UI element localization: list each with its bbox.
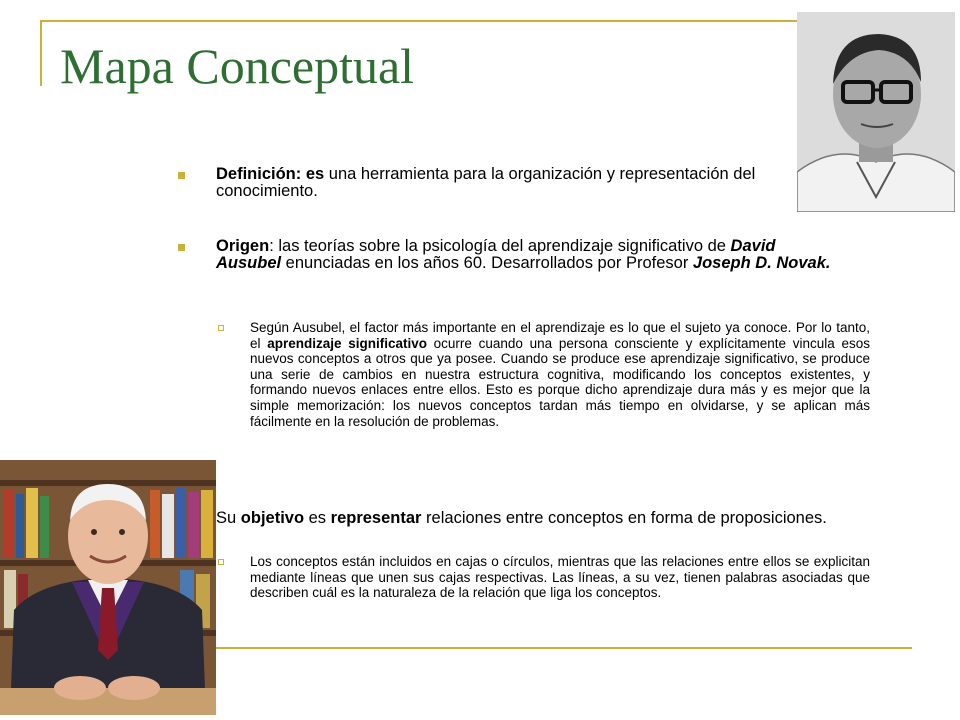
hollow-square-bullet-icon: [218, 325, 224, 331]
origen-text-1: : las teorías sobre la psicología del aprendizaje significativo de: [269, 237, 731, 255]
ausubel-sub-text-2: ocurre cuando una persona consciente y explícitamente vincula esos nuevos conceptos a otros que ya posee. Cuando se produce ese aprendizaje significativo, se produce una serie de cambios en nuestra estructura cognitiva, modificando los conceptos existentes, y formando nuevos enlaces entre ellos. Esto es porque dicho aprendizaje dura más y es mejor que la simple memorización: los nuevos conceptos tardan más tiempo en olvidarse, y se aplican más fácilmente en la resolución de problemas.: [250, 335, 871, 429]
origen-label: Origen: [216, 237, 270, 255]
novak-name: Joseph D. Novak.: [692, 254, 831, 272]
objetivo-text-1: Su: [216, 509, 241, 527]
square-bullet-icon: [178, 172, 185, 179]
definicion-label: Definición: es: [216, 165, 325, 183]
origen-text-2: enunciadas en los años 60. Desarrollados por Profesor: [281, 254, 693, 272]
frame-vertical-rule: [40, 20, 42, 86]
subbullet-conceptos: [178, 554, 870, 601]
hollow-square-bullet-icon: [218, 559, 224, 565]
definicion-text: una herramienta para la organización y representación del conocimiento.: [216, 165, 756, 200]
objetivo-text-3: relaciones entre conceptos en forma de proposiciones.: [421, 509, 827, 527]
bullet-definicion: [178, 166, 836, 200]
objetivo-bold-2: representar: [330, 509, 422, 527]
bullet-objetivo: [178, 510, 836, 527]
objetivo-text-2: es: [304, 509, 331, 527]
ausubel-name: David Ausubel: [216, 237, 776, 272]
ausubel-sub-text-1: Según Ausubel, el factor más importante en el aprendizaje es lo que el sujeto ya conoce. Por lo tanto, el: [250, 320, 870, 351]
frame-top-rule: [40, 20, 797, 22]
slide-title: Mapa Conceptual: [60, 38, 415, 94]
conceptos-sub-text: Los conceptos están incluidos en cajas o círculos, mientras que las relaciones entre ellos se explicitan mediante líneas que unen sus cajas respectivas. Las líneas, a su vez, tienen palabras asociadas que describen cuál es la naturaleza de la relación que liga los conceptos.: [250, 554, 870, 601]
aprendizaje-significativo: aprendizaje significativo: [267, 335, 427, 351]
frame-bottom-rule: [216, 647, 912, 649]
subbullet-ausubel: [178, 320, 870, 429]
bullet-origen: [178, 238, 836, 272]
objetivo-bold-1: objetivo: [240, 509, 305, 527]
square-bullet-icon: [178, 244, 185, 251]
